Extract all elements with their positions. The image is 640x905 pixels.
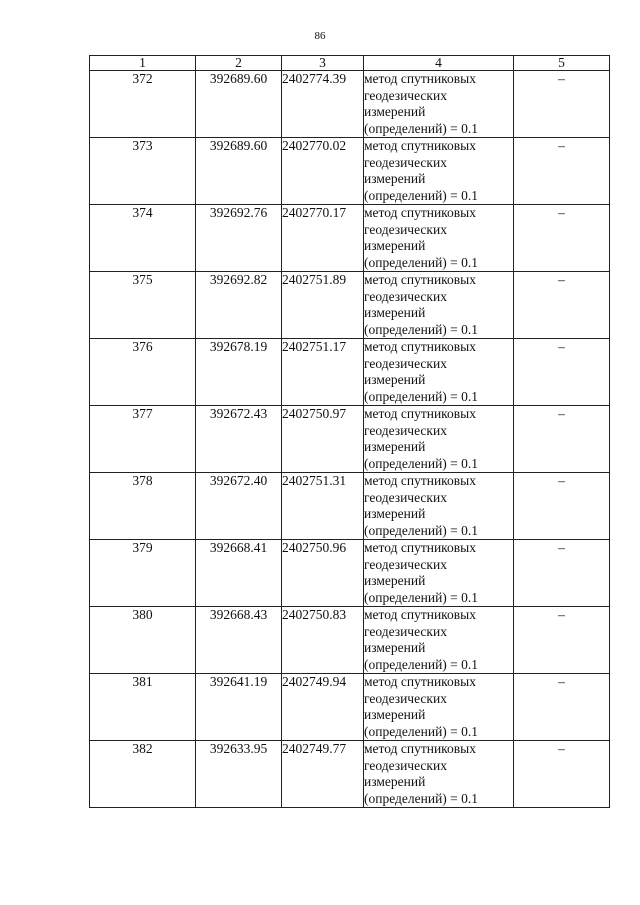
method-cell bbox=[364, 272, 514, 339]
table-row bbox=[90, 741, 610, 808]
x-coordinate-cell: 392668.41 bbox=[196, 540, 282, 607]
method-line: измерений bbox=[364, 305, 426, 320]
method-line: геодезических bbox=[364, 690, 447, 706]
note-cell: – bbox=[514, 674, 610, 741]
table-row bbox=[90, 272, 610, 339]
header-col-4: 4 bbox=[364, 56, 514, 71]
method-cell bbox=[364, 71, 514, 138]
method-line: метод спутниковых bbox=[364, 272, 476, 287]
x-coordinate-cell: 392672.40 bbox=[196, 473, 282, 540]
note-cell: – bbox=[514, 138, 610, 205]
method-line: геодезических bbox=[364, 623, 447, 639]
header-col-1: 1 bbox=[90, 56, 196, 71]
method-line: измерений bbox=[364, 774, 426, 789]
note-cell: – bbox=[514, 473, 610, 540]
method-line: (определений) = 0.1 bbox=[364, 656, 479, 672]
y-coordinate-cell: 2402751.17 bbox=[282, 339, 364, 406]
method-cell bbox=[364, 540, 514, 607]
method-line: (определений) = 0.1 bbox=[364, 187, 479, 203]
header-col-2: 2 bbox=[196, 56, 282, 71]
header-col-5: 5 bbox=[514, 56, 610, 71]
x-coordinate-cell: 392678.19 bbox=[196, 339, 282, 406]
point-number-cell: 380 bbox=[90, 607, 196, 674]
point-number-cell: 372 bbox=[90, 71, 196, 138]
method-cell bbox=[364, 674, 514, 741]
method-cell bbox=[364, 138, 514, 205]
x-coordinate-cell: 392692.76 bbox=[196, 205, 282, 272]
method-line: метод спутниковых bbox=[364, 205, 476, 220]
table-row bbox=[90, 71, 610, 138]
point-number-cell: 376 bbox=[90, 339, 196, 406]
method-line: метод спутниковых bbox=[364, 540, 476, 555]
x-coordinate-cell: 392689.60 bbox=[196, 138, 282, 205]
method-line: метод спутниковых bbox=[364, 406, 476, 421]
method-line: метод спутниковых bbox=[364, 607, 476, 622]
point-number-cell: 373 bbox=[90, 138, 196, 205]
table-body bbox=[90, 71, 610, 808]
note-cell: – bbox=[514, 741, 610, 808]
table-row bbox=[90, 473, 610, 540]
y-coordinate-cell: 2402751.89 bbox=[282, 272, 364, 339]
point-number-cell: 382 bbox=[90, 741, 196, 808]
table-row bbox=[90, 607, 610, 674]
method-cell bbox=[364, 205, 514, 272]
method-line: (определений) = 0.1 bbox=[364, 790, 479, 806]
note-cell: – bbox=[514, 71, 610, 138]
y-coordinate-cell: 2402770.02 bbox=[282, 138, 364, 205]
point-number-cell: 378 bbox=[90, 473, 196, 540]
y-coordinate-cell: 2402750.83 bbox=[282, 607, 364, 674]
table-row bbox=[90, 540, 610, 607]
method-line: измерений bbox=[364, 640, 426, 655]
method-line: геодезических bbox=[364, 288, 447, 304]
method-line: измерений bbox=[364, 171, 426, 186]
method-line: измерений bbox=[364, 707, 426, 722]
point-number-cell: 377 bbox=[90, 406, 196, 473]
method-line: измерений bbox=[364, 104, 426, 119]
method-line: (определений) = 0.1 bbox=[364, 589, 479, 605]
method-line: геодезических bbox=[364, 422, 447, 438]
method-cell bbox=[364, 607, 514, 674]
y-coordinate-cell: 2402749.94 bbox=[282, 674, 364, 741]
method-line: геодезических bbox=[364, 221, 447, 237]
method-cell bbox=[364, 741, 514, 808]
method-cell bbox=[364, 339, 514, 406]
method-line: (определений) = 0.1 bbox=[364, 388, 479, 404]
method-line: измерений bbox=[364, 506, 426, 521]
table-row bbox=[90, 138, 610, 205]
table-row bbox=[90, 339, 610, 406]
method-line: геодезических bbox=[364, 355, 447, 371]
table-row bbox=[90, 205, 610, 272]
point-number-cell: 375 bbox=[90, 272, 196, 339]
x-coordinate-cell: 392692.82 bbox=[196, 272, 282, 339]
method-line: геодезических bbox=[364, 154, 447, 170]
note-cell: – bbox=[514, 607, 610, 674]
method-line: метод спутниковых bbox=[364, 71, 476, 86]
method-line: метод спутниковых bbox=[364, 674, 476, 689]
method-line: метод спутниковых bbox=[364, 741, 476, 756]
method-line: (определений) = 0.1 bbox=[364, 321, 479, 337]
method-line: измерений bbox=[364, 372, 426, 387]
point-number-cell: 381 bbox=[90, 674, 196, 741]
x-coordinate-cell: 392668.43 bbox=[196, 607, 282, 674]
point-number-cell: 379 bbox=[90, 540, 196, 607]
method-cell bbox=[364, 473, 514, 540]
method-line: измерений bbox=[364, 238, 426, 253]
method-line: (определений) = 0.1 bbox=[364, 522, 479, 538]
method-line: (определений) = 0.1 bbox=[364, 723, 479, 739]
y-coordinate-cell: 2402750.97 bbox=[282, 406, 364, 473]
y-coordinate-cell: 2402750.96 bbox=[282, 540, 364, 607]
x-coordinate-cell: 392689.60 bbox=[196, 71, 282, 138]
table-row bbox=[90, 674, 610, 741]
method-line: метод спутниковых bbox=[364, 473, 476, 488]
method-line: (определений) = 0.1 bbox=[364, 455, 479, 471]
method-line: (определений) = 0.1 bbox=[364, 120, 479, 136]
table-row bbox=[90, 406, 610, 473]
method-line: измерений bbox=[364, 439, 426, 454]
note-cell: – bbox=[514, 339, 610, 406]
y-coordinate-cell: 2402774.39 bbox=[282, 71, 364, 138]
method-line: (определений) = 0.1 bbox=[364, 254, 479, 270]
x-coordinate-cell: 392633.95 bbox=[196, 741, 282, 808]
header-row bbox=[90, 56, 610, 71]
x-coordinate-cell: 392672.43 bbox=[196, 406, 282, 473]
header-col-3: 3 bbox=[282, 56, 364, 71]
x-coordinate-cell: 392641.19 bbox=[196, 674, 282, 741]
note-cell: – bbox=[514, 272, 610, 339]
method-line: метод спутниковых bbox=[364, 339, 476, 354]
note-cell: – bbox=[514, 540, 610, 607]
method-line: геодезических bbox=[364, 87, 447, 103]
y-coordinate-cell: 2402770.17 bbox=[282, 205, 364, 272]
method-line: геодезических bbox=[364, 556, 447, 572]
y-coordinate-cell: 2402749.77 bbox=[282, 741, 364, 808]
method-line: измерений bbox=[364, 573, 426, 588]
method-line: геодезических bbox=[364, 757, 447, 773]
point-number-cell: 374 bbox=[90, 205, 196, 272]
note-cell: – bbox=[514, 406, 610, 473]
y-coordinate-cell: 2402751.31 bbox=[282, 473, 364, 540]
page-number: 86 bbox=[314, 30, 326, 42]
note-cell: – bbox=[514, 205, 610, 272]
method-line: геодезических bbox=[364, 489, 447, 505]
method-line: метод спутниковых bbox=[364, 138, 476, 153]
coordinates-table bbox=[89, 55, 610, 808]
method-cell bbox=[364, 406, 514, 473]
